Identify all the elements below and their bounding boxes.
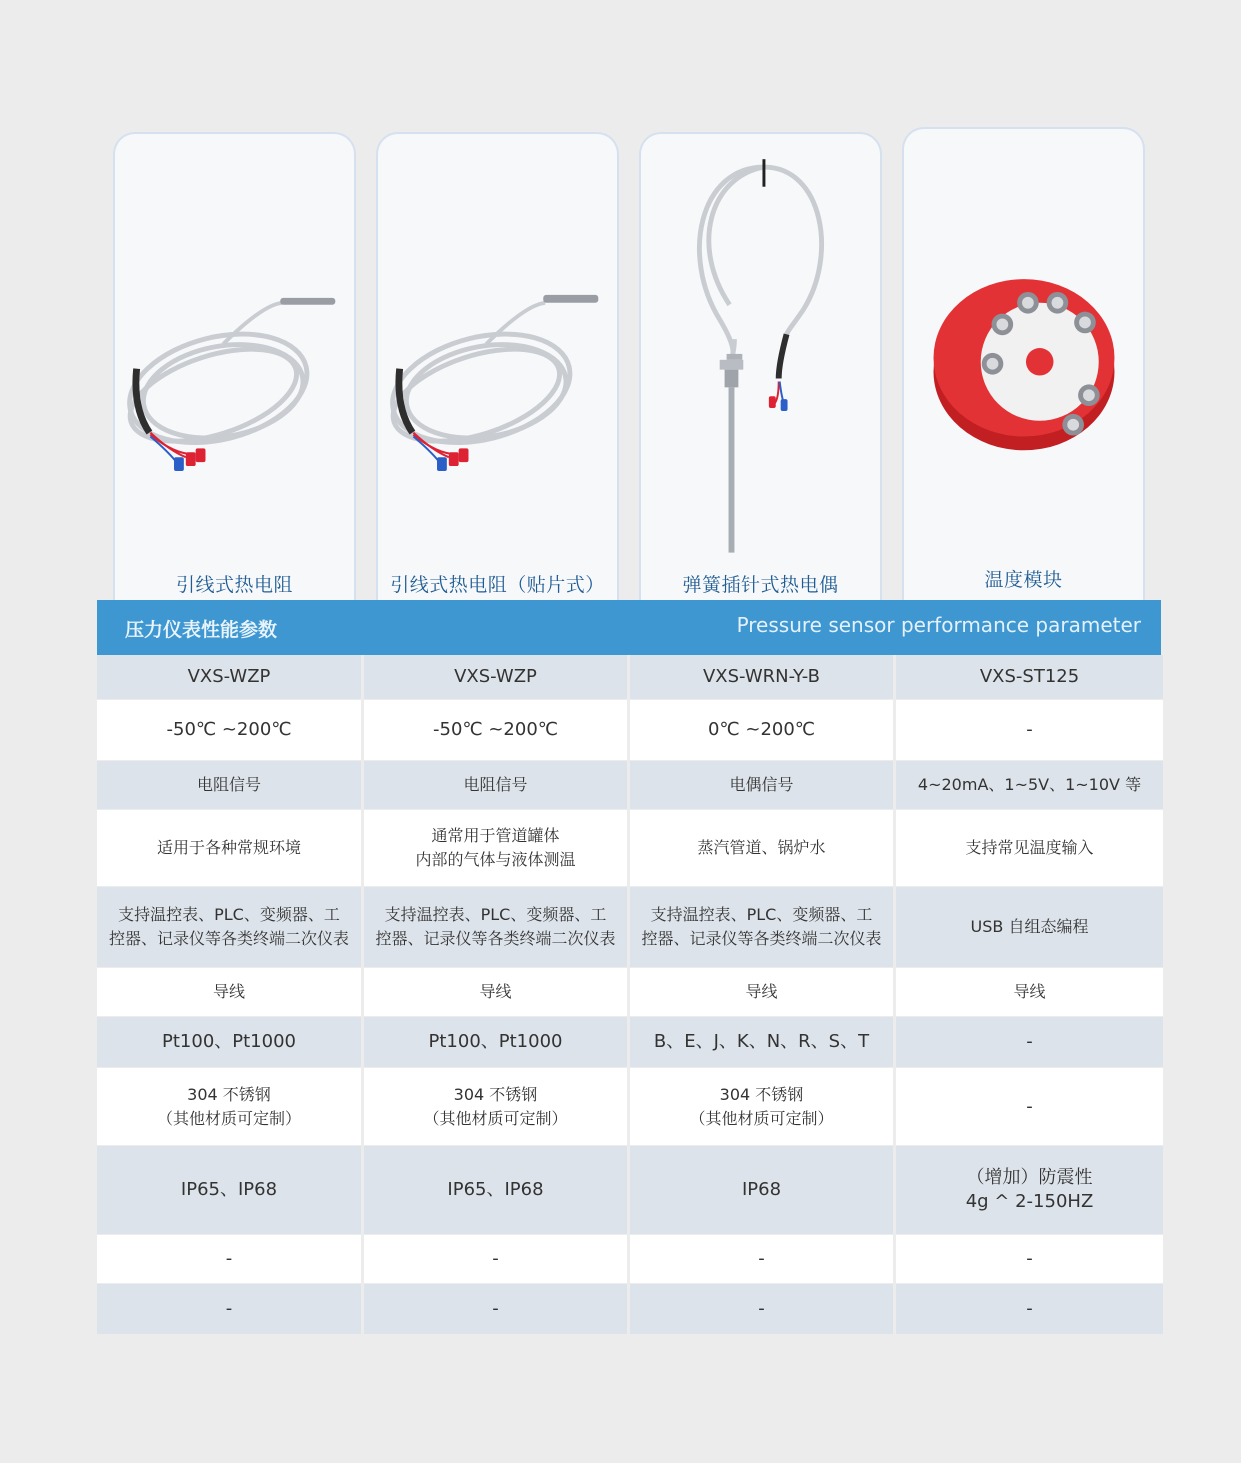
table-cell: B、E、J、K、N、R、S、T xyxy=(630,1017,893,1067)
table-cell: 电阻信号 xyxy=(364,761,627,809)
table-cell: VXS-WRN-Y-B xyxy=(630,655,893,699)
table-cell: 电偶信号 xyxy=(630,761,893,809)
table-cell: - xyxy=(97,1284,361,1334)
table-cell: - xyxy=(896,1284,1163,1334)
table-cell: 支持温控表、PLC、变频器、工 控器、记录仪等各类终端二次仪表 xyxy=(364,887,627,967)
table-cell: 电阻信号 xyxy=(97,761,361,809)
table-row xyxy=(97,810,1163,886)
table-row xyxy=(97,655,1163,699)
product-card-4[interactable] xyxy=(902,127,1145,612)
product-name-3: 弹簧插针式热电偶 xyxy=(682,574,839,596)
table-cell: USB 自组态编程 xyxy=(896,887,1163,967)
table-cell: - xyxy=(896,700,1163,760)
product-name-2: 引线式热电阻（贴片式） xyxy=(390,574,605,596)
table-cell: 支持温控表、PLC、变频器、工 控器、记录仪等各类终端二次仪表 xyxy=(630,887,893,967)
table-cell: - xyxy=(896,1017,1163,1067)
table-cell: 支持常见温度输入 xyxy=(896,810,1163,886)
table-row xyxy=(97,761,1163,809)
table-cell: - xyxy=(364,1284,627,1334)
table-cell: 4~20mA、1~5V、1~10V 等 xyxy=(896,761,1163,809)
table-cell: -50℃ ~200℃ xyxy=(97,700,361,760)
table-cell: VXS-WZP xyxy=(97,655,361,699)
table-cell: - xyxy=(896,1068,1163,1145)
table-cell: 导线 xyxy=(896,968,1163,1016)
table-cell: - xyxy=(630,1235,893,1283)
table-cell: VXS-WZP xyxy=(364,655,627,699)
table-cell: Pt100、Pt1000 xyxy=(364,1017,627,1067)
product-name-1: 引线式热电阻 xyxy=(175,574,293,596)
table-row xyxy=(97,1017,1163,1067)
table-row xyxy=(97,1146,1163,1234)
table-cell: （增加）防震性 4g ^ 2-150HZ xyxy=(896,1146,1163,1234)
table-cell: 导线 xyxy=(364,968,627,1016)
table-cell: IP65、IP68 xyxy=(364,1146,627,1234)
table-cell: 通常用于管道罐体 内部的气体与液体测温 xyxy=(364,810,627,886)
table-row xyxy=(97,1068,1163,1145)
header-title-en: Pressure sensor performance parameter xyxy=(736,613,1141,637)
table-cell: 304 不锈钢 （其他材质可定制） xyxy=(630,1068,893,1145)
table-row xyxy=(97,1235,1163,1283)
table-row xyxy=(97,1284,1163,1334)
table-row xyxy=(97,968,1163,1016)
table-cell: VXS-ST125 xyxy=(896,655,1163,699)
product-card-2[interactable] xyxy=(376,132,619,612)
table-cell: IP68 xyxy=(630,1146,893,1234)
temperature-module-image xyxy=(904,134,1143,564)
spring-probe-thermocouple-image xyxy=(641,134,880,564)
header-title-cn: 压力仪表性能参数 xyxy=(125,619,278,641)
table-cell: 304 不锈钢 （其他材质可定制） xyxy=(97,1068,361,1145)
lead-wire-rtd-patch-image xyxy=(378,134,617,564)
product-name-4: 温度模块 xyxy=(984,569,1063,591)
table-cell: - xyxy=(896,1235,1163,1283)
table-cell: 支持温控表、PLC、变频器、工 控器、记录仪等各类终端二次仪表 xyxy=(97,887,361,967)
product-card-1[interactable] xyxy=(113,132,356,612)
table-row xyxy=(97,887,1163,967)
product-card-3[interactable] xyxy=(639,132,882,612)
table-cell: IP65、IP68 xyxy=(97,1146,361,1234)
product-cards xyxy=(0,0,1241,600)
table-cell: 导线 xyxy=(630,968,893,1016)
table-cell: 0℃ ~200℃ xyxy=(630,700,893,760)
table-cell: - xyxy=(630,1284,893,1334)
table-row xyxy=(97,700,1163,760)
table-cell: 导线 xyxy=(97,968,361,1016)
table-cell: Pt100、Pt1000 xyxy=(97,1017,361,1067)
table-cell: 适用于各种常规环境 xyxy=(97,810,361,886)
table-cell: -50℃ ~200℃ xyxy=(364,700,627,760)
table-cell: - xyxy=(97,1235,361,1283)
parameter-table xyxy=(97,655,1163,1334)
table-cell: - xyxy=(364,1235,627,1283)
table-cell: 蒸汽管道、锅炉水 xyxy=(630,810,893,886)
lead-wire-rtd-image xyxy=(115,134,354,564)
parameter-table-header xyxy=(97,600,1161,655)
table-cell: 304 不锈钢 （其他材质可定制） xyxy=(364,1068,627,1145)
